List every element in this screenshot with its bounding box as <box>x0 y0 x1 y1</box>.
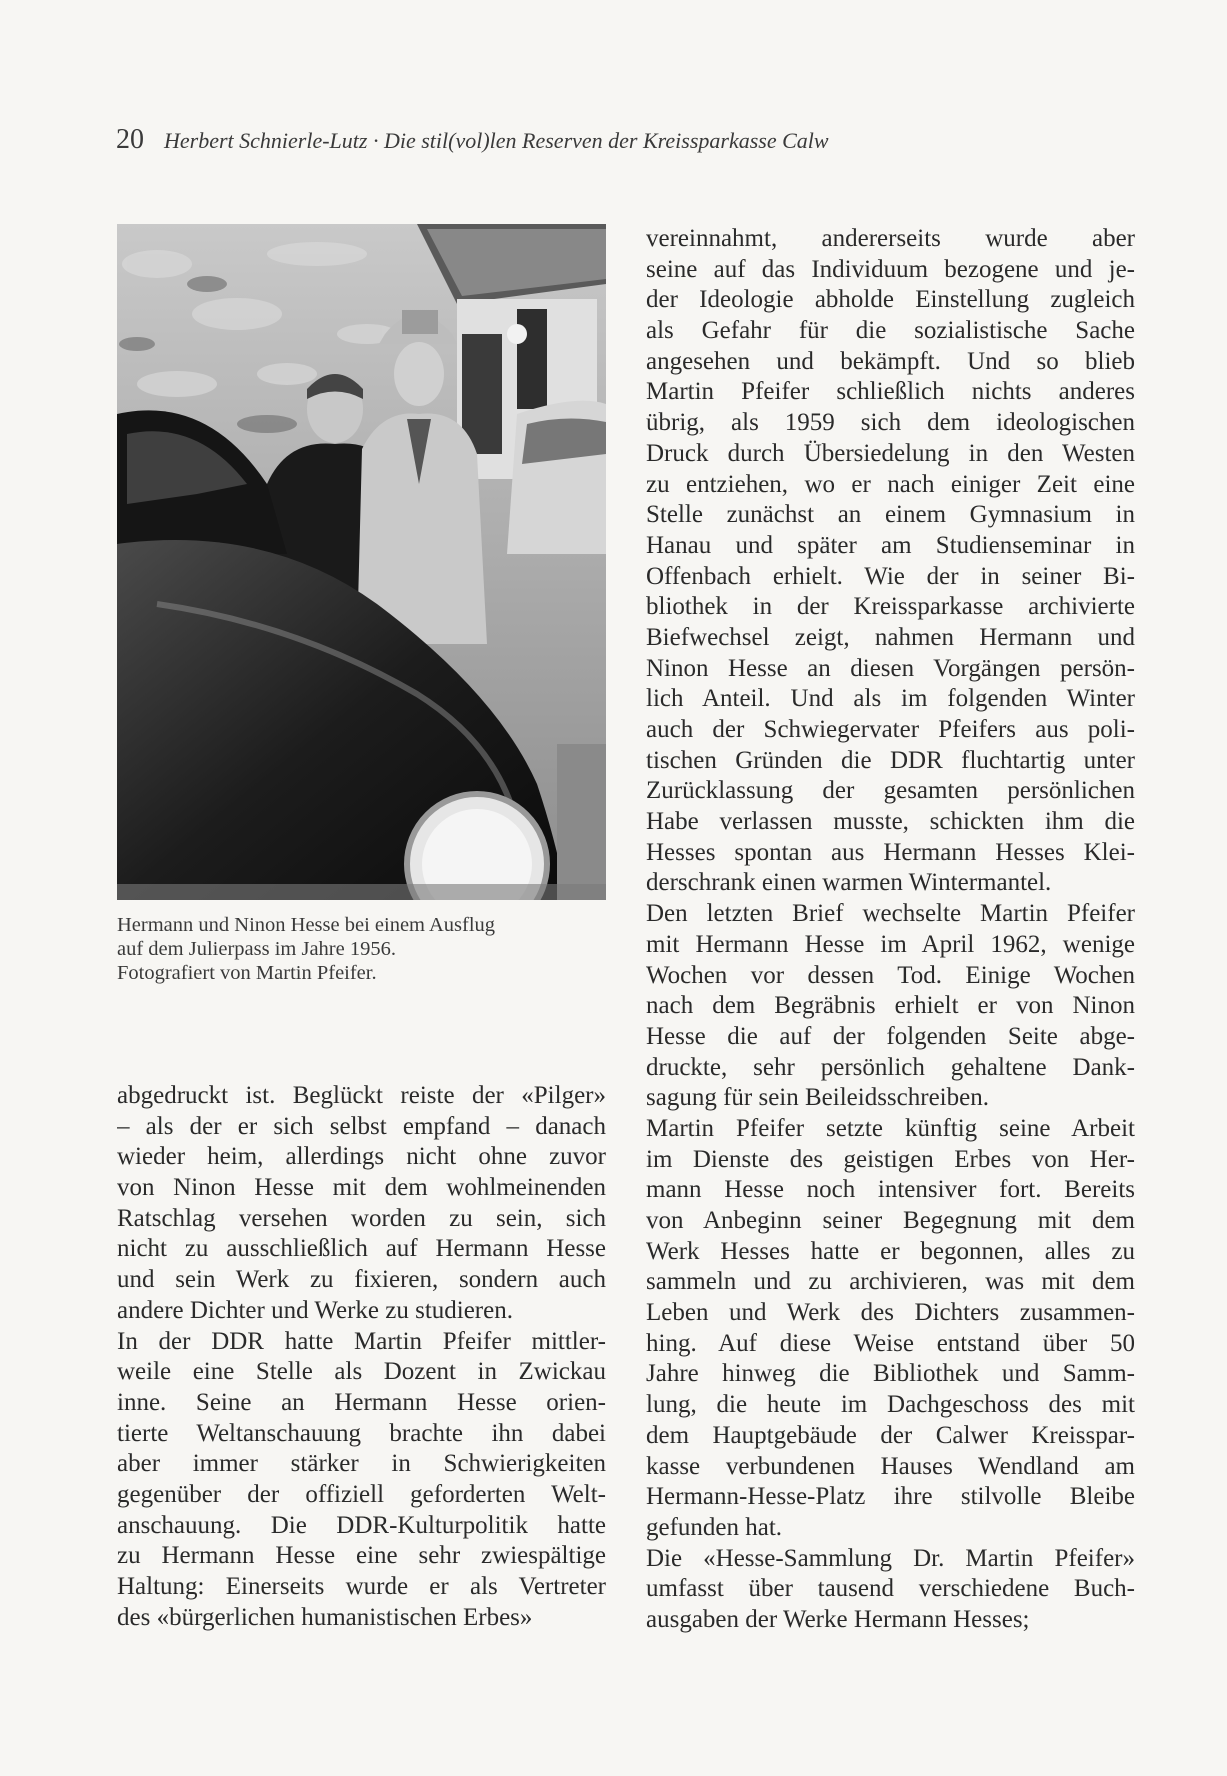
text-line: wieder heim, allerdings nicht ohne zuvor <box>117 1143 606 1171</box>
text-line: Habe verlassen musste, schickten ihm die <box>646 808 1135 836</box>
text-line: Den letzten Brief wechselte Martin Pfeifer <box>646 900 1135 928</box>
text-line: mann Hesse noch intensiver fort. Bereits <box>646 1176 1135 1204</box>
text-line: sammeln und zu archivieren, was mit dem <box>646 1268 1135 1296</box>
text-line: inne. Seine an Hermann Hesse orien- <box>117 1388 606 1416</box>
text-line: Wochen vor dessen Tod. Einige Wochen <box>646 961 1135 989</box>
text-line: Werk Hesses hatte er begonnen, alles zu <box>646 1237 1135 1265</box>
text-line: von Ninon Hesse mit dem wohlmeinenden <box>117 1174 606 1202</box>
photograph <box>117 224 606 900</box>
text-line: Zurücklassung der gesamten persönlichen <box>646 777 1135 805</box>
text-line: Druck durch Übersiedelung in den Westen <box>646 439 1135 467</box>
text-line: der Ideologie abholde Einstellung zugleich <box>646 286 1135 314</box>
photograph-of-couple-beside-car <box>117 224 606 900</box>
text-line: Jahre hinweg die Bibliothek und Samm- <box>646 1360 1135 1388</box>
text-line: andere Dichter und Werke zu studieren. <box>117 1296 513 1324</box>
page-header <box>116 124 829 156</box>
text-line: angesehen und bekämpft. Und so blieb <box>646 347 1135 375</box>
text-line: Martin Pfeifer setzte künftig seine Arbeit <box>646 1114 1135 1142</box>
text-line: nicht zu ausschließlich auf Hermann Hesse <box>117 1235 606 1263</box>
text-line: zu entziehen, wo er nach einiger Zeit eine <box>646 470 1135 498</box>
text-line: sagung für sein Beileidsschreiben. <box>646 1084 989 1112</box>
text-line: übrig, als 1959 sich dem ideologischen <box>646 409 1135 437</box>
text-line: nach dem Begräbnis erhielt er von Ninon <box>646 992 1135 1020</box>
text-line: Haltung: Einerseits wurde er als Vertreter <box>117 1573 606 1600</box>
text-line: lich Anteil. Und als im folgenden Winter <box>646 685 1135 713</box>
text-line: tischen Gründen die DDR fluchtartig unter <box>646 746 1135 774</box>
text-line: In der DDR hatte Martin Pfeifer mittler- <box>117 1327 606 1355</box>
text-line: Leben und Werk des Dichters zusammen- <box>646 1299 1135 1327</box>
text-line: umfasst über tausend verschiedene Buch- <box>646 1575 1135 1603</box>
text-line: zu Hermann Hesse eine sehr zwiespältige <box>117 1542 606 1570</box>
text-line: aber immer stärker in Schwierigkeiten <box>117 1450 606 1478</box>
text-line: des «bürgerlichen humanistischen Erbes» <box>117 1603 533 1631</box>
text-line: weile eine Stelle als Dozent in Zwickau <box>117 1358 606 1386</box>
photo-caption <box>117 913 606 985</box>
text-line: bliothek in der Kreissparkasse archivierte <box>646 593 1135 621</box>
text-line: lung, die heute im Dachgeschoss des mit <box>646 1391 1135 1419</box>
text-line: mit Hermann Hesse im April 1962, wenige <box>646 930 1135 958</box>
text-line: von Anbeginn seiner Begegnung mit dem <box>646 1207 1135 1234</box>
text-line: Martin Pfeifer schließlich nichts anderes <box>646 378 1135 406</box>
text-line: gegenüber der offiziell geforderten Welt- <box>117 1480 606 1508</box>
text-line: hing. Auf diese Weise entstand über 50 <box>646 1329 1135 1357</box>
caption-line: Fotografiert von Martin Pfeifer. <box>117 962 377 984</box>
caption-line: auf dem Julierpass im Jahre 1956. <box>117 938 396 960</box>
text-line: anschauung. Die DDR-Kulturpolitik hatte <box>117 1511 606 1539</box>
right-text-column <box>646 224 1135 1636</box>
text-line: tierte Weltanschauung brachte ihn dabei <box>117 1419 606 1447</box>
text-line: gefunden hat. <box>646 1513 783 1541</box>
text-line: und sein Werk zu fixieren, sondern auch <box>117 1266 606 1294</box>
text-line: kasse verbundenen Hauses Wendland am <box>646 1452 1135 1480</box>
caption-line: Hermann und Ninon Hesse bei einem Ausflug <box>117 914 496 936</box>
text-line: druckte, sehr persönlich gehaltene Dank- <box>646 1053 1135 1081</box>
text-line: abgedruckt ist. Beglückt reiste der «Pilger» <box>117 1082 606 1109</box>
text-line: derschrank einen warmen Wintermantel. <box>646 869 1052 897</box>
text-line: Hesse die auf der folgenden Seite abge- <box>646 1022 1135 1050</box>
left-text-column <box>117 1081 606 1633</box>
text-line: im Dienste des geistigen Erbes von Her- <box>646 1145 1135 1173</box>
text-line: Hanau und später am Studienseminar in <box>646 531 1135 559</box>
text-line: Biefwechsel zeigt, nahmen Hermann und <box>646 623 1135 651</box>
text-line: Hesses spontan aus Hermann Hesses Klei- <box>646 838 1135 866</box>
text-line: Die «Hesse-Sammlung Dr. Martin Pfeifer» <box>646 1544 1135 1572</box>
text-line: Offenbach erhielt. Wie der in seiner Bi- <box>646 562 1135 590</box>
text-line: auch der Schwiegervater Pfeifers aus poli- <box>646 716 1135 743</box>
text-line: vereinnahmt, andererseits wurde aber <box>646 225 1135 252</box>
text-line: dem Hauptgebäude der Calwer Kreisspar- <box>646 1421 1135 1449</box>
text-line: Ninon Hesse an diesen Vorgängen persön- <box>646 654 1135 682</box>
text-line: ausgaben der Werke Hermann Hesses; <box>646 1605 1030 1633</box>
text-line: Stelle zunächst an einem Gymnasium in <box>646 501 1135 529</box>
text-line: als Gefahr für die sozialistische Sache <box>646 317 1135 345</box>
page-number: 20 <box>116 124 144 155</box>
text-line: Hermann-Hesse-Platz ihre stilvolle Bleibe <box>646 1483 1135 1511</box>
text-line: Ratschlag versehen worden zu sein, sich <box>117 1204 606 1232</box>
running-title: Herbert Schnierle-Lutz · Die stil(vol)len Reserven der Kreissparkasse Calw <box>164 128 829 153</box>
text-line: seine auf das Individuum bezogene und je- <box>646 255 1135 283</box>
text-line: – als der er sich selbst empfand – danach <box>117 1112 606 1140</box>
